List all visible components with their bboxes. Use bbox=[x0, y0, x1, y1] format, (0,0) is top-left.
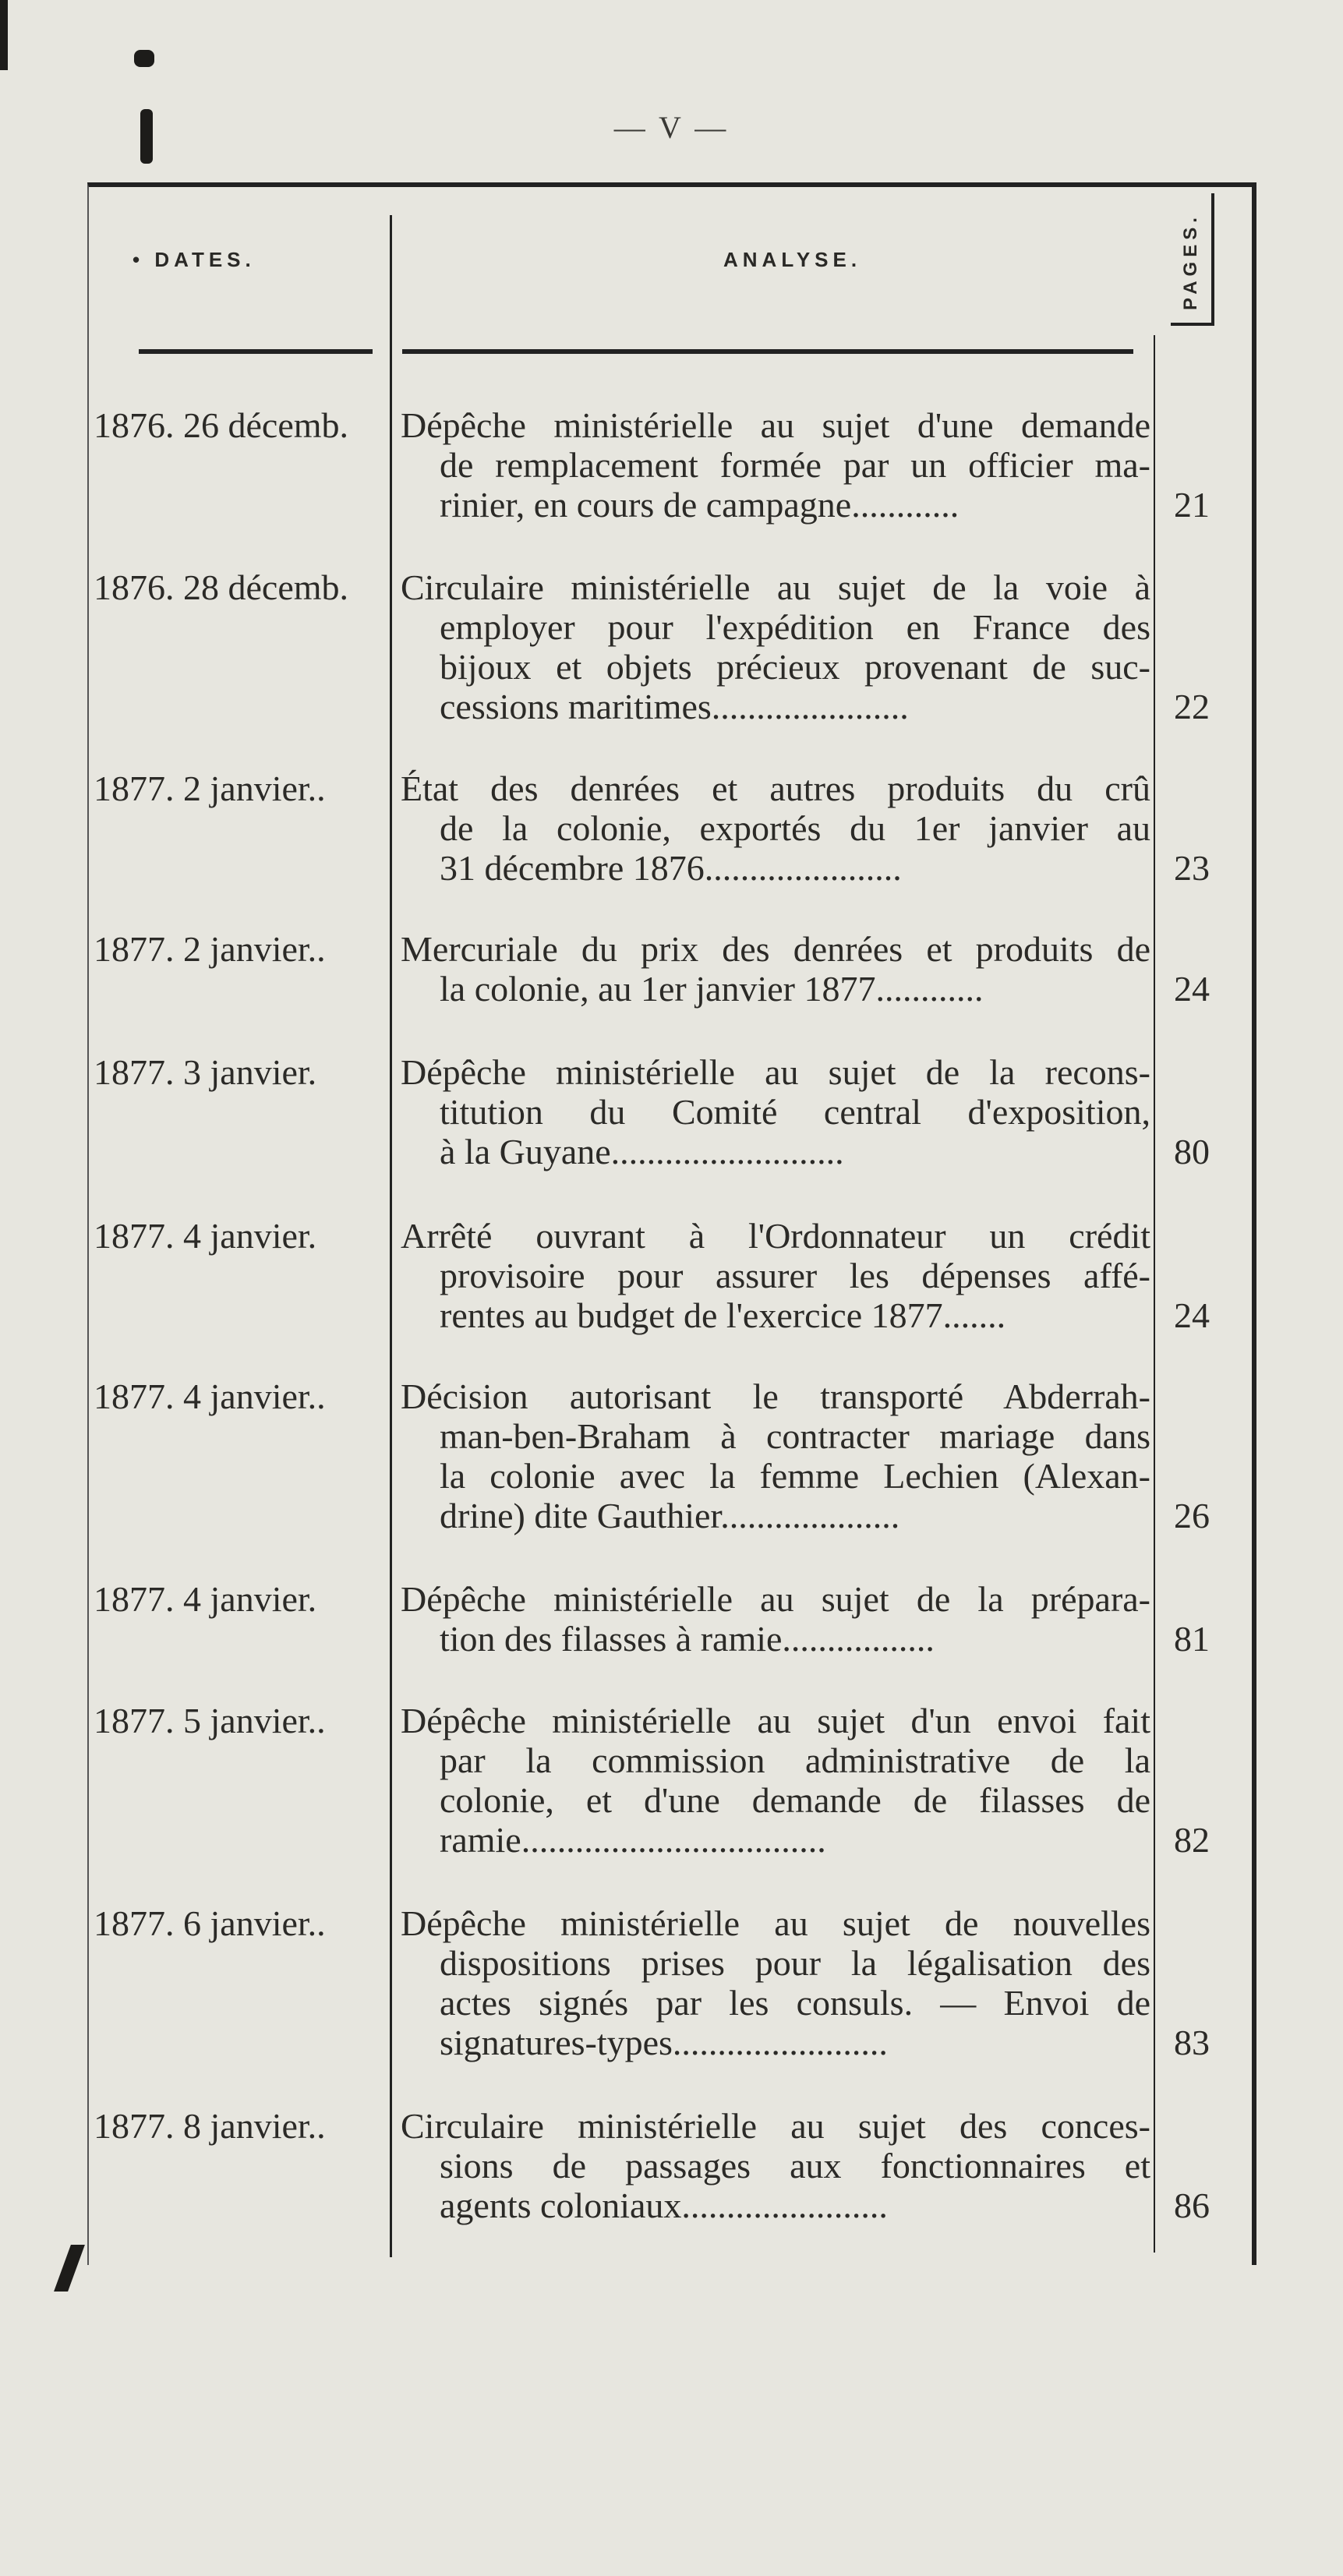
margin-mark bbox=[140, 109, 153, 164]
col-divider-dates bbox=[390, 215, 392, 2257]
entry-page-number: 82 bbox=[1174, 1820, 1210, 1860]
column-header-dates: • DATES. bbox=[133, 248, 256, 271]
entry-analysis bbox=[401, 1376, 1150, 1535]
analysis-line: Mercuriale du prix des denrées et produits de bbox=[401, 929, 1150, 969]
entry-page-number: 21 bbox=[1174, 485, 1210, 525]
analysis-line: Dépêche ministérielle au sujet de nouvelles bbox=[401, 1903, 1150, 1943]
analysis-line: bijoux et objets précieux provenant de suc- bbox=[440, 647, 1150, 687]
entry-analysis bbox=[401, 1052, 1150, 1171]
entry-date: 1877. 6 janvier.. bbox=[94, 1903, 326, 1943]
analysis-line: cessions maritimes...................... bbox=[440, 687, 909, 726]
analysis-line: rinier, en cours de campagne............ bbox=[440, 485, 960, 525]
column-header-analyse: ANALYSE. bbox=[723, 248, 862, 271]
entry-date: 1877. 4 janvier. bbox=[94, 1216, 317, 1256]
analysis-line: titution du Comité central d'exposition, bbox=[440, 1092, 1150, 1132]
entry-page-number: 24 bbox=[1174, 1295, 1210, 1335]
analysis-line: Circulaire ministérielle au sujet de la voie à bbox=[401, 567, 1150, 607]
entry-page-number: 83 bbox=[1174, 2023, 1210, 2062]
entry-date: 1877. 4 janvier.. bbox=[94, 1376, 326, 1416]
entry-page-number: 24 bbox=[1174, 969, 1210, 1009]
entry-date: 1877. 8 janvier.. bbox=[94, 2106, 326, 2146]
entry-analysis bbox=[401, 405, 1150, 525]
analysis-line: man-ben-Braham à contracter mariage dans bbox=[440, 1416, 1150, 1456]
analysis-line: Dépêche ministérielle au sujet d'un envoi fait bbox=[401, 1701, 1150, 1740]
analysis-line: à la Guyane.......................... bbox=[440, 1132, 844, 1171]
entry-analysis bbox=[401, 1903, 1150, 2062]
analysis-line: drine) dite Gauthier.................... bbox=[440, 1496, 900, 1535]
page-number: — V — bbox=[613, 110, 730, 145]
analysis-line: provisoire pour assurer les dépenses affé- bbox=[440, 1256, 1150, 1295]
analysis-line: Dépêche ministérielle au sujet de la prépara- bbox=[401, 1579, 1150, 1619]
analysis-line: sions de passages aux fonctionnaires et bbox=[440, 2146, 1150, 2186]
analysis-line: Dépêche ministérielle au sujet d'une demande bbox=[401, 405, 1150, 445]
entry-analysis bbox=[401, 1701, 1150, 1860]
entry-date: 1877. 4 janvier. bbox=[94, 1579, 317, 1619]
analysis-line: 31 décembre 1876...................... bbox=[440, 848, 902, 888]
analysis-line: rentes au budget de l'exercice 1877....... bbox=[440, 1295, 1006, 1335]
entry-analysis bbox=[401, 2106, 1150, 2225]
entry-page-number: 81 bbox=[1174, 1619, 1210, 1659]
analysis-line: signatures-types........................ bbox=[440, 2023, 888, 2062]
margin-mark bbox=[0, 0, 8, 70]
entry-date: 1877. 2 janvier.. bbox=[94, 929, 326, 969]
entry-analysis bbox=[401, 1216, 1150, 1335]
col-divider-pages bbox=[1154, 335, 1155, 2253]
margin-mark bbox=[134, 50, 154, 67]
entry-analysis bbox=[401, 769, 1150, 888]
entry-date: 1876. 28 décemb. bbox=[94, 567, 349, 607]
entry-date: 1877. 5 janvier.. bbox=[94, 1701, 326, 1740]
analysis-line: tion des filasses à ramie................. bbox=[440, 1619, 935, 1659]
analysis-line: Dépêche ministérielle au sujet de la recons- bbox=[401, 1052, 1150, 1092]
header-rule-analyse bbox=[402, 349, 1133, 354]
analysis-line: la colonie avec la femme Lechien (Alexan- bbox=[440, 1456, 1150, 1496]
analysis-line: dispositions prises pour la légalisation des bbox=[440, 1943, 1150, 1983]
entry-analysis bbox=[401, 1579, 1150, 1659]
analysis-line: la colonie, au 1er janvier 1877............ bbox=[440, 969, 984, 1009]
analysis-line: Arrêté ouvrant à l'Ordonnateur un crédit bbox=[401, 1216, 1150, 1256]
entry-page-number: 86 bbox=[1174, 2186, 1210, 2225]
analysis-line: employer pour l'expédition en France des bbox=[440, 607, 1150, 647]
header-rule-dates bbox=[139, 349, 373, 354]
analysis-line: actes signés par les consuls. — Envoi de bbox=[440, 1983, 1150, 2023]
entry-page-number: 80 bbox=[1174, 1132, 1210, 1171]
entry-page-number: 22 bbox=[1174, 687, 1210, 726]
margin-mark bbox=[54, 2245, 85, 2292]
column-header-pages: PAGES. bbox=[1180, 213, 1201, 310]
analysis-line: par la commission administrative de la bbox=[440, 1740, 1150, 1780]
analysis-line: ramie.................................. bbox=[440, 1820, 826, 1860]
analysis-line: État des denrées et autres produits du crû bbox=[401, 769, 1150, 808]
column-header-pages-box bbox=[1171, 193, 1214, 326]
analysis-line: colonie, et d'une demande de filasses de bbox=[440, 1780, 1150, 1820]
entry-analysis bbox=[401, 567, 1150, 726]
entry-date: 1877. 3 janvier. bbox=[94, 1052, 317, 1092]
entry-date: 1877. 2 janvier.. bbox=[94, 769, 326, 808]
analysis-line: Décision autorisant le transporté Abderrah- bbox=[401, 1376, 1150, 1416]
entry-page-number: 26 bbox=[1174, 1496, 1210, 1535]
entry-analysis bbox=[401, 929, 1150, 1009]
entry-date: 1876. 26 décemb. bbox=[94, 405, 349, 445]
analysis-line: Circulaire ministérielle au sujet des conces- bbox=[401, 2106, 1150, 2146]
analysis-line: de la colonie, exportés du 1er janvier au bbox=[440, 808, 1150, 848]
analysis-line: de remplacement formée par un officier ma- bbox=[440, 445, 1150, 485]
entry-page-number: 23 bbox=[1174, 848, 1210, 888]
analysis-line: agents coloniaux....................... bbox=[440, 2186, 888, 2225]
